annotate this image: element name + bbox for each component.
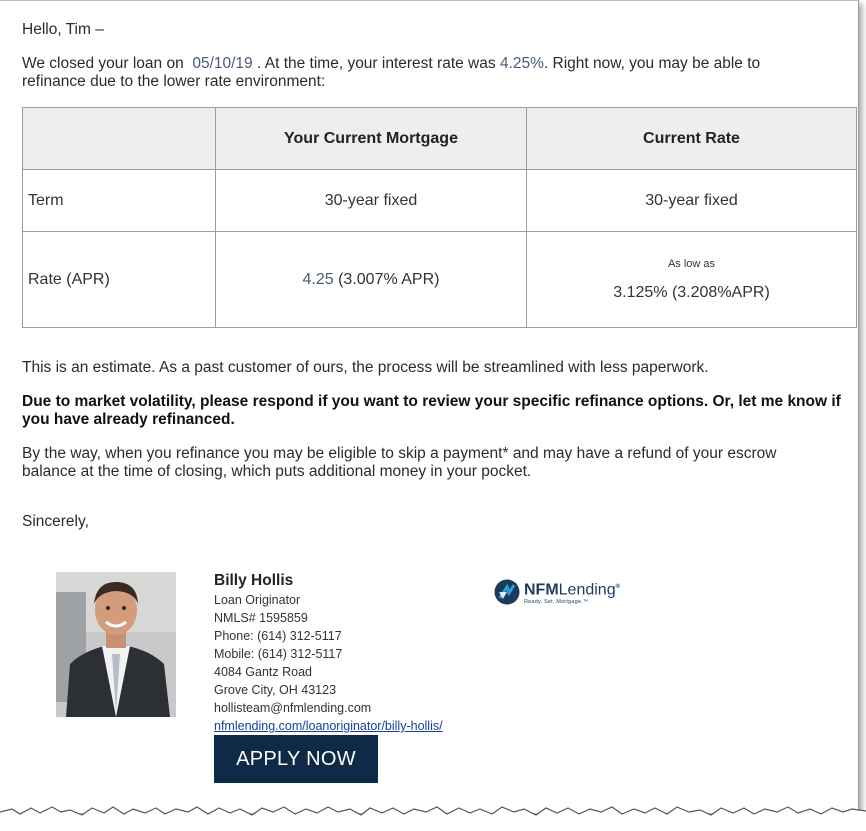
intro-paragraph [22,55,822,91]
old-rate: 4.25% [499,55,544,72]
signature-nmls: NMLS# 1595859 [214,611,308,625]
intro-text-1: We closed your loan on [22,55,184,72]
profile-link[interactable]: nfmlending.com/loanoriginator/billy-hollis/ [214,719,443,733]
signature-address-1: 4084 Gantz Road [214,665,312,679]
table-header-current-rate: Current Rate [527,108,857,170]
rate-current-value: 4.25 [302,270,334,288]
nfm-lending-logo [494,577,620,607]
signature-title: Loan Originator [214,593,301,607]
rate-new [527,232,857,328]
skip-payment-note: By the way, when you refinance you may be eligible to skip a payment* and may have a refund of your escrow balance at the time of closing, which puts additional money in your pocket. [22,445,777,480]
signature-address-2: Grove City, OH 43123 [214,683,337,697]
signature-phone: Phone: (614) 312-5117 [214,629,342,643]
signature-block [214,572,443,735]
rate-current-apr: (3.007% APR) [338,270,440,288]
table-header-row [23,108,857,170]
estimate-note: This is an estimate. As a past customer of ours, the process will be streamlined with less paperwork. [22,359,709,376]
term-label: Term [23,170,216,232]
rate-current [216,232,527,328]
as-low-as-label: As low as [667,257,716,270]
closing: Sincerely, [22,513,89,530]
avatar [56,572,176,717]
signature-name: Billy Hollis [214,572,294,589]
market-volatility-note: Due to market volatility, please respond if you want to review your specific refinance options. Or, let me know if you have already refinanced. [22,393,841,428]
intro-text-3: . Right now, you may be able to refinance due to the lower rate environment: [22,55,761,90]
logo-tagline: Ready. Set. Mortgage.™ [524,598,589,605]
close-date: 05/10/19 [192,55,253,72]
signature-email: hollisteam@nfmlending.com [214,701,372,715]
torn-edge [0,790,866,831]
rate-comparison-table [22,107,857,328]
logo-brand-rest: Lending [558,581,616,599]
rate-new-value: 3.125% (3.208%APR) [613,283,770,301]
term-new: 30-year fixed [527,170,857,232]
table-header-empty [23,108,216,170]
apply-now-button[interactable]: APPLY NOW [214,735,378,783]
logo-registered: ® [615,584,621,591]
logo-wordmark [524,579,620,598]
nfm-logo-icon [494,579,520,605]
rate-label: Rate (APR) [23,232,216,328]
logo-brand-bold: NFM [524,581,559,599]
table-row-term [23,170,857,232]
term-current: 30-year fixed [216,170,527,232]
table-row-rate [23,232,857,328]
signature-mobile: Mobile: (614) 312-5117 [214,647,343,661]
table-header-current-mortgage: Your Current Mortgage [216,108,527,170]
greeting: Hello, Tim – [22,21,104,38]
intro-text-2: . At the time, your interest rate was [256,55,496,72]
